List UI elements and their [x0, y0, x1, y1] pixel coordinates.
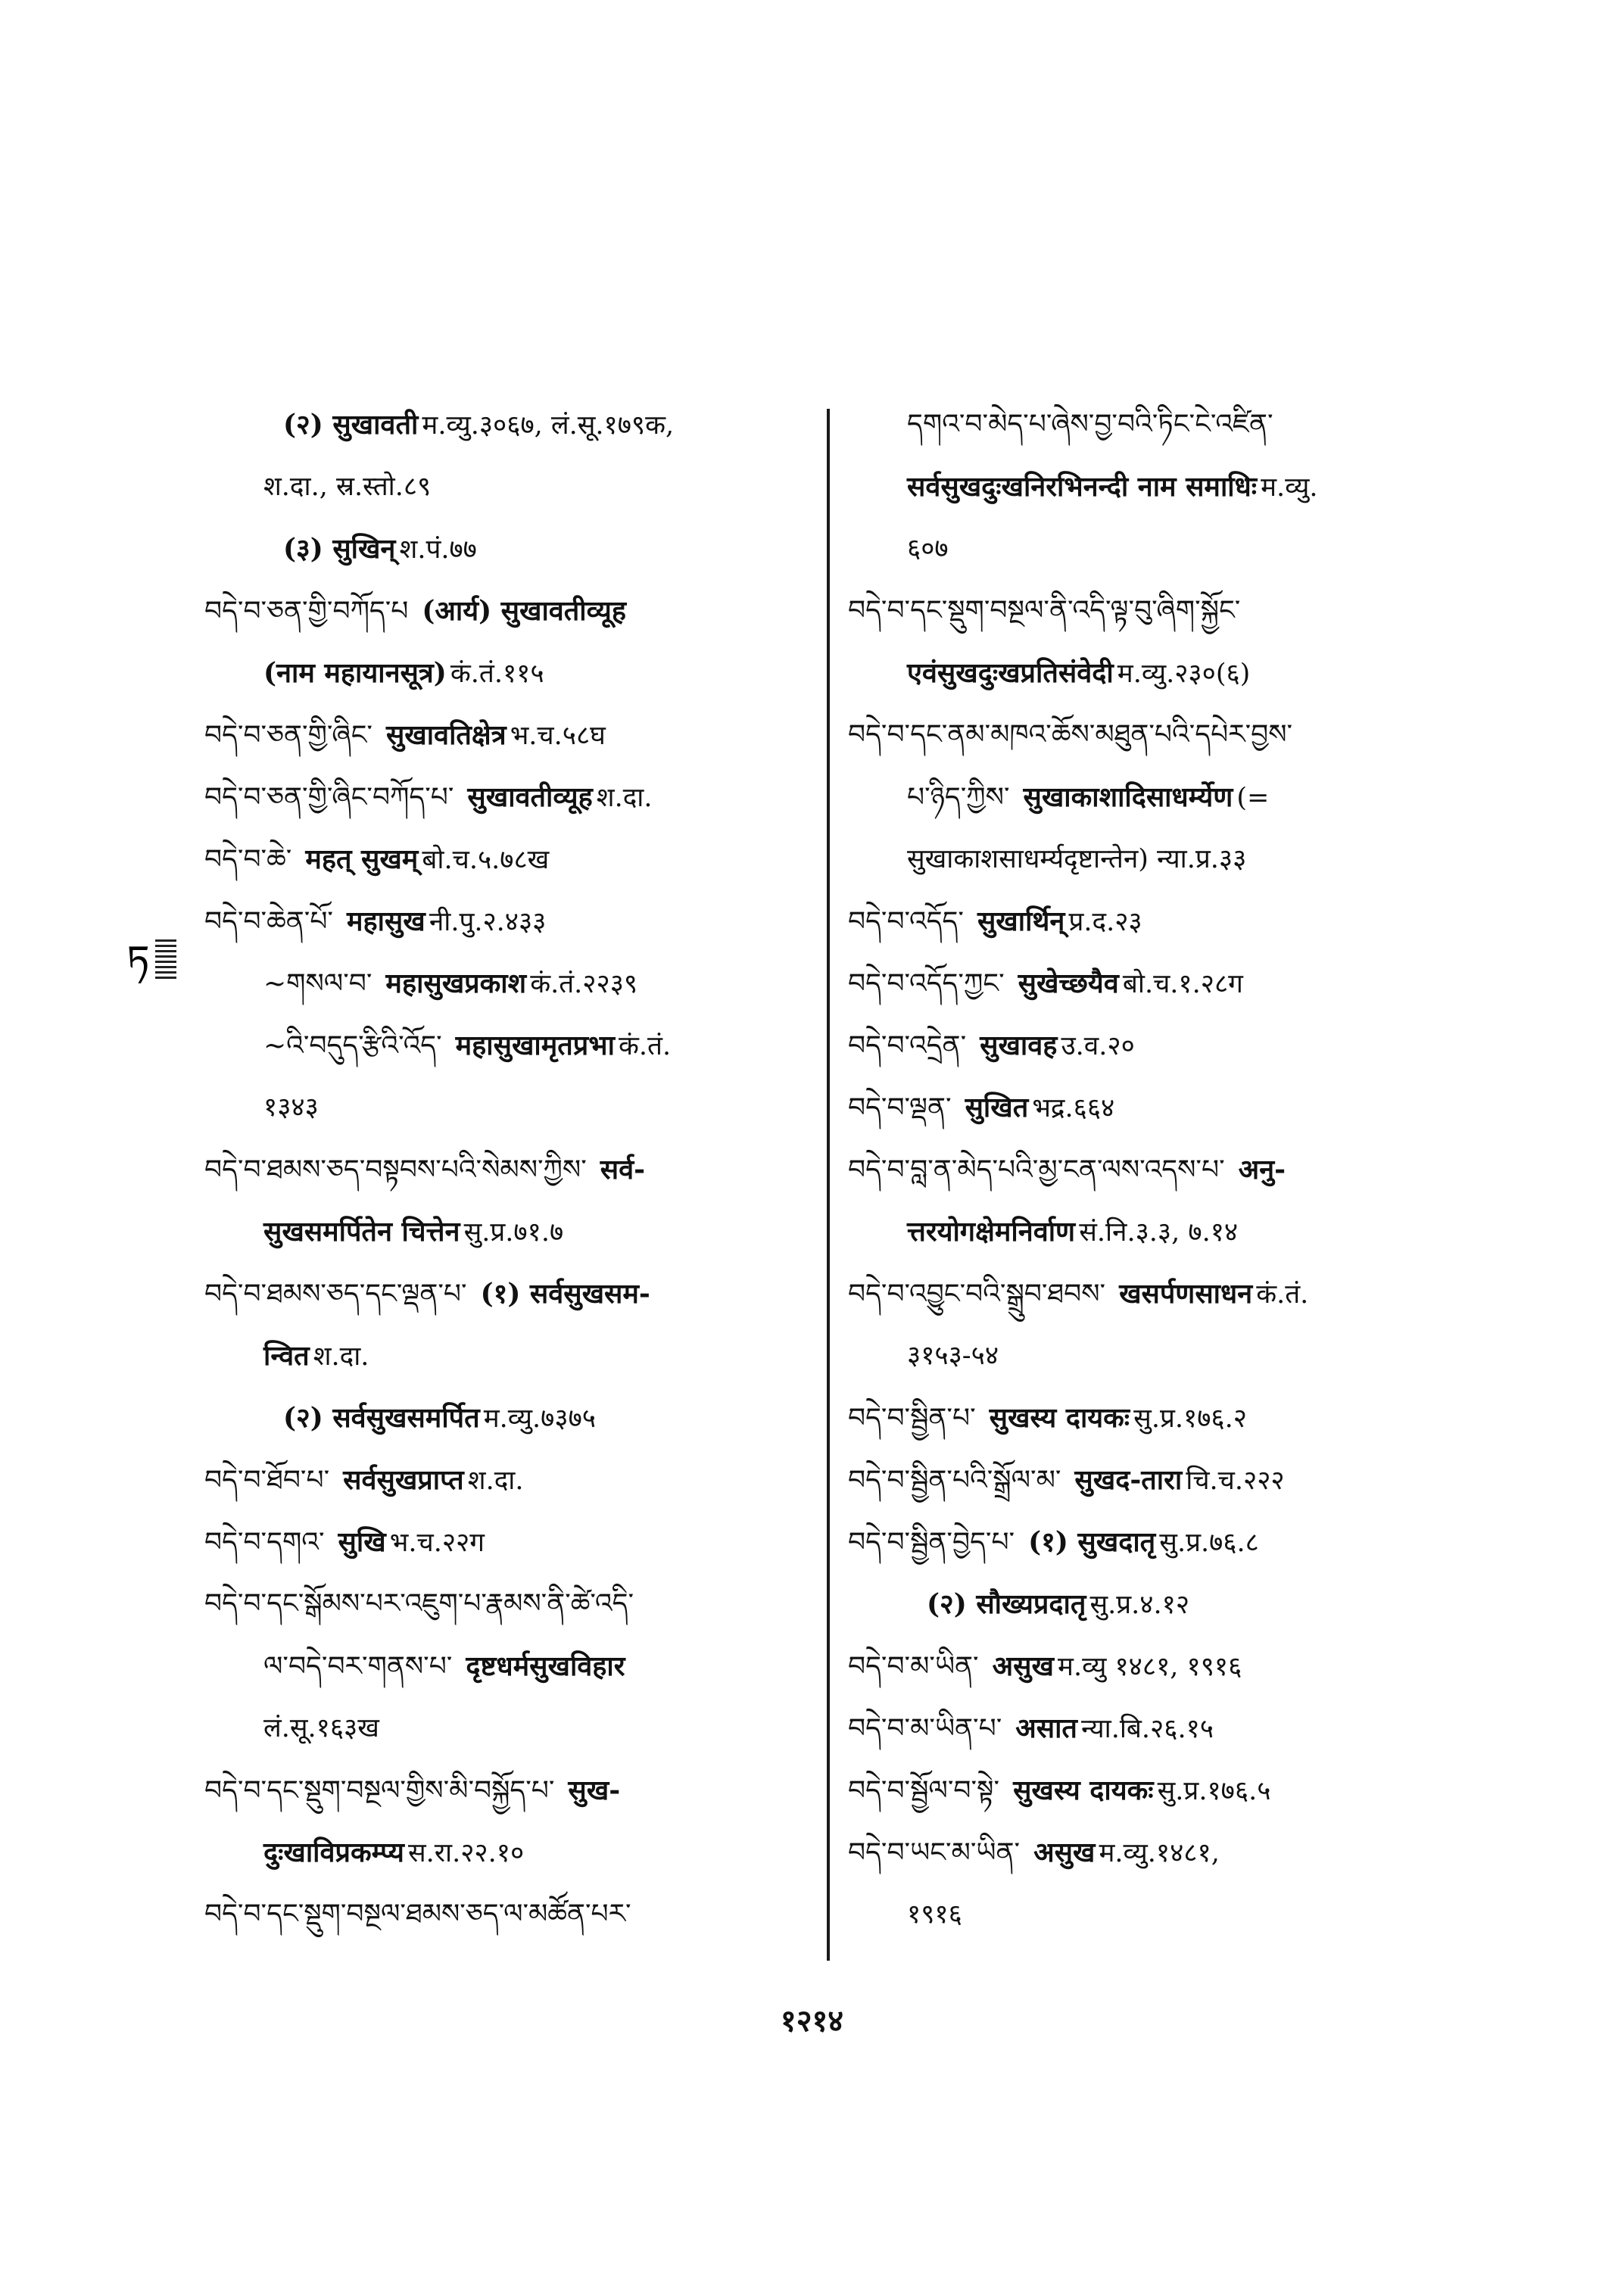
source-reference: सु.प्र.७१.७	[463, 1217, 564, 1248]
tibetan-headword: བདེ་བ་འདོད་ཀྱང་	[848, 968, 1005, 999]
sanskrit-equivalent: सुखद-तारा	[1074, 1464, 1183, 1496]
dictionary-line	[204, 1139, 810, 1201]
dictionary-line	[848, 1697, 1469, 1759]
tibetan-headword: ~གསལ་བ་	[263, 968, 372, 999]
tibetan-headword: བདེ་བ་སྦྱིན་པ་	[848, 1403, 976, 1434]
thumb-index-icon	[125, 935, 179, 983]
dictionary-line	[204, 1076, 810, 1139]
dictionary-line	[848, 952, 1469, 1014]
tibetan-headword: བདེ་བ་དང་སྒོམས་པར་འཇུག་པ་རྣམས་ནི་ཚེ་འདི་	[204, 1588, 634, 1619]
sanskrit-equivalent: सर्व-	[600, 1154, 646, 1185]
dictionary-line	[848, 1883, 1469, 1946]
dictionary-line	[204, 704, 810, 766]
sanskrit-equivalent: सुखि	[338, 1526, 386, 1558]
dictionary-line	[204, 518, 810, 580]
dictionary-line	[848, 890, 1469, 952]
source-reference: (=	[1236, 783, 1270, 813]
source-reference: श.दा.	[467, 1466, 524, 1496]
dictionary-line	[204, 1821, 810, 1883]
sanskrit-equivalent: सुखित	[965, 1092, 1029, 1123]
sanskrit-equivalent: एवंसुखदुःखप्रतिसंवेदी	[907, 657, 1114, 689]
dictionary-line	[848, 1759, 1469, 1821]
tibetan-headword: བདེ་བ་ཅན་གྱི་ཞིང་	[204, 720, 372, 751]
dictionary-line	[204, 1387, 810, 1449]
sanskrit-equivalent: सर्वसुखदुःखनिरभिनन्दी नाम समाधिः	[907, 471, 1257, 503]
source-reference: उ.व.२०	[1061, 1031, 1135, 1061]
dictionary-line	[848, 766, 1469, 828]
dictionary-line	[204, 1325, 810, 1387]
source-reference: सु.प्र.१७६.५	[1157, 1776, 1271, 1806]
tibetan-headword: བདེ་བ་ཆེན་པོ་	[204, 906, 333, 937]
source-reference: म.व्यु.	[1261, 472, 1318, 503]
source-reference: ६०७	[907, 534, 949, 564]
tibetan-headword: བདེ་བ་དང་ནམ་མཁའ་ཆོས་མཐུན་པའི་དཔེར་བྱས་	[848, 719, 1293, 750]
dictionary-line	[204, 1014, 810, 1076]
source-reference: सं.नि.३.३, ७.१४	[1079, 1217, 1239, 1248]
dictionary-line	[204, 952, 810, 1014]
dictionary-line	[204, 580, 810, 642]
sanskrit-equivalent: (१) सर्वसुखसम-	[480, 1278, 650, 1310]
page-number: १२१४	[780, 2003, 844, 2039]
tibetan-headword: ལ་བདེ་བར་གནས་པ་	[263, 1651, 453, 1682]
tibetan-headword: བདེ་བ་ཐམས་ཅད་བསྟབས་པའི་སེམས་ཀྱིས་	[204, 1154, 587, 1185]
tibetan-headword: བདེ་བ་ཅན་གྱི་བཀོད་པ	[204, 596, 409, 627]
sanskrit-equivalent: असुख	[1033, 1837, 1096, 1868]
source-reference: भ.च.५८घ	[510, 721, 606, 751]
dictionary-line	[204, 1635, 810, 1697]
sanskrit-equivalent: सुखेच्छयैव	[1018, 967, 1119, 999]
dictionary-line	[848, 518, 1469, 580]
dictionary-line	[848, 1263, 1469, 1325]
source-reference: सु.प्र.१७६.२	[1133, 1404, 1247, 1434]
dictionary-line	[848, 456, 1469, 518]
tibetan-headword: བདེ་བ་འདྲེན་	[848, 1030, 967, 1061]
tibetan-headword: བདེ་བ་ལྡན་	[848, 1092, 952, 1123]
source-reference: सुखाकाशसाधर्म्यदृष्टान्तेन) न्या.प्र.३३	[907, 844, 1247, 874]
left-column	[204, 394, 810, 1946]
dictionary-line	[204, 1449, 810, 1511]
dictionary-line	[204, 1573, 810, 1635]
dictionary-line	[848, 642, 1469, 704]
sanskrit-equivalent: महासुखप्रकाश	[385, 967, 527, 999]
source-reference: श.पं.७७	[399, 534, 477, 565]
tibetan-headword: བདེ་བ་ཅན་གྱི་ཞིང་བཀོད་པ་	[204, 782, 454, 813]
column-divider	[827, 409, 830, 1961]
tibetan-headword: བདེ་བ་དགའ་	[204, 1527, 325, 1558]
source-reference: भ.च.२२ग	[389, 1528, 485, 1558]
sanskrit-equivalent: त्तरयोगक्षेमनिर्वाण	[907, 1216, 1076, 1248]
dictionary-line	[848, 1325, 1469, 1387]
tibetan-headword: བདེ་བ་དང་སྡུག་བསྔལ་ནི་འདི་ལྟ་བུ་ཞིག་སྐྱོང་	[848, 595, 1241, 626]
tibetan-headword: བདེ་བ་འདོད་	[848, 906, 964, 937]
source-reference: लं.सू.१६३ख	[263, 1713, 379, 1743]
sanskrit-equivalent: (२) सुखावती	[283, 409, 419, 441]
tibetan-headword: བདེ་བ་སྦྱིན་པའི་སྒྲོལ་མ་	[848, 1465, 1061, 1496]
source-reference: प्र.द.२३	[1068, 907, 1142, 937]
source-reference: १३४३	[263, 1092, 319, 1123]
dictionary-line	[848, 1076, 1469, 1139]
dictionary-line	[848, 1139, 1469, 1201]
sanskrit-equivalent: सुखसमर्पितेन चित्तेन	[263, 1216, 460, 1248]
sanskrit-equivalent: अनु-	[1238, 1154, 1286, 1185]
sanskrit-equivalent: सुखावह	[980, 1030, 1058, 1061]
dictionary-line	[848, 828, 1469, 890]
tibetan-headword: དགའ་བ་མེད་པ་ཞེས་བྱ་བའི་ཏིང་ངེ་འཛིན་	[907, 409, 1273, 440]
dictionary-line	[204, 1697, 810, 1759]
dictionary-line	[848, 1201, 1469, 1263]
source-reference: १९१६	[907, 1899, 962, 1930]
dictionary-line	[848, 1449, 1469, 1511]
sanskrit-equivalent: न्वित	[263, 1340, 310, 1372]
sanskrit-equivalent: सुखस्य दायकः	[1013, 1774, 1154, 1806]
sanskrit-equivalent: (३) सुखिन्	[283, 533, 396, 565]
source-reference: बो.च.१.२८ग	[1122, 969, 1243, 999]
tibetan-headword: བདེ་བ་མ་ཡིན་པ་	[848, 1713, 1002, 1744]
tibetan-headword: བདེ་བ་ཐོབ་པ་	[204, 1465, 330, 1496]
dictionary-line	[848, 1014, 1469, 1076]
source-reference: श.दा.	[596, 783, 653, 813]
dictionary-line	[204, 456, 810, 518]
dictionary-line	[848, 1387, 1469, 1449]
sanskrit-equivalent: सुखस्य दायकः	[989, 1402, 1130, 1434]
source-reference: स.रा.२२.१०	[407, 1838, 525, 1868]
thumb-index-letter: ཏ	[126, 936, 150, 983]
sanskrit-equivalent: महत् सुखम्	[305, 843, 419, 875]
source-reference: श.दा.	[313, 1341, 369, 1372]
sanskrit-equivalent: महासुख	[346, 905, 425, 937]
source-reference: म.व्यु.१४८१,	[1099, 1838, 1220, 1868]
dictionary-line	[848, 1573, 1469, 1635]
sanskrit-equivalent: सुखावतीव्यूह	[467, 781, 593, 813]
sanskrit-equivalent: (नाम महायानसूत्र)	[263, 657, 447, 689]
dictionary-line	[204, 828, 810, 890]
dictionary-line	[204, 766, 810, 828]
source-reference: कं.तं.११५	[450, 659, 544, 689]
dictionary-line	[204, 1759, 810, 1821]
tibetan-headword: ~འི་བདུད་རྩིའི་འོད་	[263, 1030, 442, 1061]
sanskrit-equivalent: दृष्टधर्मसुखविहार	[466, 1650, 625, 1682]
dictionary-line	[204, 394, 810, 456]
dictionary-line	[204, 1263, 810, 1325]
sanskrit-equivalent: सुखार्थिन्	[977, 905, 1065, 937]
sanskrit-equivalent: असात	[1015, 1712, 1077, 1744]
dictionary-line	[204, 1511, 810, 1573]
sanskrit-equivalent: महासुखामृतप्रभा	[455, 1030, 615, 1061]
tibetan-headword: བདེ་བ་སྦྱིན་བྱེད་པ་	[848, 1527, 1015, 1558]
source-reference: म.व्यु.२३०(६)	[1117, 659, 1251, 689]
sanskrit-equivalent: दुःखाविप्रकम्प्य	[263, 1837, 404, 1868]
dictionary-line	[848, 1635, 1469, 1697]
sanskrit-equivalent: (२) सर्वसुखसमर्पित	[283, 1402, 480, 1434]
dictionary-line	[204, 890, 810, 952]
source-reference: म.व्यु १४८१, १९१६	[1058, 1652, 1242, 1682]
source-reference: श.दा., स्र.स्तो.८९	[263, 472, 432, 502]
source-reference: नी.पु.२.४३३	[429, 907, 547, 937]
tibetan-headword: བདེ་བ་ཡང་མ་ཡིན་	[848, 1837, 1021, 1868]
tibetan-headword: བདེ་བ་བླ་ན་མེད་པའི་མྱ་ངན་ལས་འདས་པ་	[848, 1154, 1225, 1185]
dictionary-line	[204, 1883, 810, 1946]
dictionary-line	[848, 1511, 1469, 1573]
dictionary-line	[204, 642, 810, 704]
source-reference: बो.च.५.७८ख	[422, 845, 550, 875]
source-reference: न्या.बि.२६.१५	[1081, 1714, 1214, 1744]
tibetan-headword: བདེ་བ་འབྱུང་བའི་སྒྲུབ་ཐབས་	[848, 1279, 1106, 1310]
margin-thumb-index	[125, 935, 179, 983]
dictionary-line	[204, 1201, 810, 1263]
source-reference: म.व्यु.७३७५	[483, 1404, 596, 1434]
tibetan-headword: བདེ་བ་སྦྱོལ་བ་སྟེ་	[848, 1775, 1000, 1806]
source-reference: चि.च.२२२	[1186, 1466, 1285, 1496]
tibetan-headword: བདེ་བ་དང་སྡུག་བསྔལ་གྱིས་མི་བསྐྱོད་པ་	[204, 1775, 555, 1806]
tibetan-headword: བདེ་བ་མ་ཡིན་	[848, 1651, 979, 1682]
source-reference: भद्र.६६४	[1032, 1093, 1115, 1123]
sanskrit-equivalent: (२) सौख्यप्रदातृ	[927, 1588, 1086, 1620]
dictionary-line	[848, 1821, 1469, 1883]
sanskrit-equivalent: सुखावतिक्षेत्र	[385, 719, 507, 751]
source-reference: सु.प्र.७६.८	[1159, 1528, 1259, 1558]
source-reference: ३१५३-५४	[907, 1341, 999, 1371]
source-reference: कं.तं.	[619, 1031, 672, 1061]
sanskrit-equivalent: सर्वसुखप्राप्त	[343, 1464, 464, 1496]
source-reference: म.व्यु.३०६७, लं.सू.१७९क,	[422, 410, 675, 441]
source-reference: कं.तं.	[1256, 1279, 1309, 1310]
tibetan-headword: བདེ་བ་ཐམས་ཅད་དང་ལྡན་པ་	[204, 1279, 467, 1310]
tibetan-headword: བདེ་བ་དང་སྡུག་བསྔལ་ཐམས་ཅད་ལ་མཚོན་པར་	[204, 1899, 631, 1930]
sanskrit-equivalent: असुख	[992, 1650, 1054, 1682]
right-column	[848, 394, 1469, 1946]
sanskrit-equivalent: सुख-	[568, 1774, 621, 1806]
tibetan-headword: པ་ཉིད་ཀྱིས་	[907, 782, 1010, 813]
sanskrit-equivalent: (१) सुखदातृ	[1028, 1526, 1156, 1558]
dictionary-line	[848, 704, 1469, 766]
source-reference: सु.प्र.४.१२	[1089, 1590, 1190, 1620]
dictionary-line	[848, 394, 1469, 456]
sanskrit-equivalent: (आर्य) सुखावतीव्यूह	[422, 595, 626, 627]
tibetan-headword: བདེ་བ་ཆེ་	[204, 844, 292, 875]
dictionary-line	[848, 580, 1469, 642]
sanskrit-equivalent: सुखाकाशादिसाधर्म्येण	[1023, 781, 1233, 813]
source-reference: कं.तं.२२३९	[530, 969, 638, 999]
sanskrit-equivalent: खसर्पणसाधन	[1119, 1278, 1253, 1310]
